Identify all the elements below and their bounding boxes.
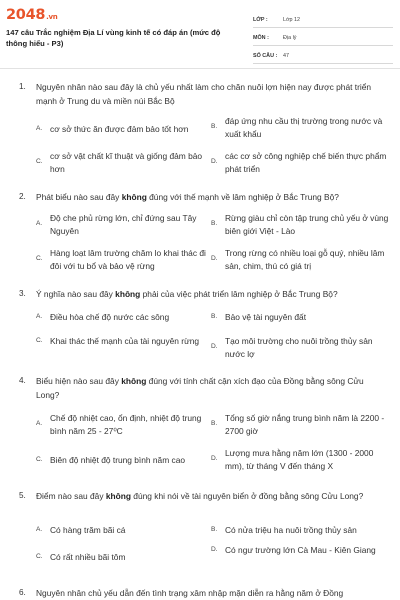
meta-subject-row [253,31,393,46]
question-text: Phát biểu nào sau đây không đúng với thế mạnh về lâm nghiệp ở Bắc Trung Bộ? [36,192,339,202]
option-letter: C. [36,158,43,166]
option-d[interactable] [211,544,393,557]
document-header [0,0,400,66]
option-text: Có rất nhiều bãi tôm [50,552,126,562]
question-number: 2. [19,192,26,201]
meta-label: SỐ CÂU : [253,53,278,59]
question-text: Nguyên nhân chủ yếu dẫn đến tình trạng xâm nhập mặn diễn ra hằng năm ở Đồng [36,588,344,598]
option-letter: D. [211,546,218,553]
option-letter: C. [36,456,43,463]
option-letter: A. [36,220,43,228]
option-letter: C. [36,337,43,344]
option-d[interactable] [211,447,393,472]
question-number: 5. [19,491,26,500]
option-c[interactable] [36,335,218,348]
option-letter: A. [36,526,43,533]
option-letter: C. [36,255,43,263]
question-text: Điểm nào sau đây không đúng khi nói về tài nguyên biển ở đồng bằng sông Cửu Long? [36,491,364,501]
site-logo[interactable] [6,7,57,23]
option-text: Có nửa triệu ha nuôi trồng thủy sản [225,525,357,535]
option-text: Trong rừng có nhiều loại gỗ quý, nhiều lâm sản, chim, thú có giá trị [225,248,385,271]
option-text: Tổng số giờ nắng trung bình năm là 2200 - 2700 giờ [225,413,385,436]
option-text: Khai thác thế mạnh của tài nguyên rừng [50,336,200,346]
logo-text: 2048 [6,7,46,23]
document-meta [253,13,393,67]
document-title: 147 câu Trắc nghiệm Địa Lí vùng kinh tế có đáp án (mức độ thông hiểu - P3) [6,28,221,48]
meta-label: LỚP : [253,17,268,23]
option-b[interactable] [211,212,393,237]
option-a[interactable] [36,412,218,437]
option-d[interactable] [211,247,393,272]
option-text: đáp ứng nhu cầu thị trường trong nước và xuất khẩu [225,116,383,139]
question-text: Biểu hiện nào sau đây không đúng với tính chất cận xích đạo của Đồng bằng sông Cửu Long? [36,376,364,400]
option-text: Biên độ nhiệt độ trung bình năm cao [50,455,186,465]
option-text: Tạo môi trường cho nuôi trồng thủy sản nước lợ [225,336,373,359]
option-text: Độ che phủ rừng lớn, chỉ đứng sau Tây Nguyên [50,213,197,236]
option-letter: B. [211,313,218,320]
meta-label: MÔN : [253,35,269,41]
option-a[interactable] [36,524,218,537]
meta-value: Lớp 12 [283,17,301,23]
option-letter: D. [211,158,218,166]
question-text: Ý nghĩa nào sau đây không phải của việc phát triển lâm nghiệp ở Bắc Trung Bộ? [36,289,338,299]
option-text: Bảo vệ tài nguyên đất [225,312,307,322]
option-text: Hàng loạt lâm trường chăm lo khai thác đi đôi với tu bổ và bảo vệ rừng [50,248,206,271]
option-a[interactable] [36,212,218,237]
option-text: Điều hòa chế độ nước các sông [50,312,170,322]
option-text: Có ngư trường lớn Cà Mau - Kiên Giang [225,545,376,555]
meta-value: 47 [283,53,289,59]
question-number: 1. [19,82,26,91]
option-letter: A. [36,125,43,132]
option-c[interactable] [36,454,218,467]
meta-count-row [253,49,393,64]
option-d[interactable] [211,335,393,360]
option-b[interactable] [211,311,393,324]
option-c[interactable] [36,150,218,175]
option-a[interactable] [36,311,218,324]
option-a[interactable] [36,123,218,136]
option-letter: C. [36,553,43,560]
option-letter: B. [211,526,218,533]
option-text: cơ sở vật chất kĩ thuật và giống đảm bảo hơn [50,151,203,174]
question-number: 4. [19,376,26,385]
option-c[interactable] [36,551,218,564]
option-text: cơ sở thức ăn được đảm bảo tốt hơn [50,124,189,134]
option-letter: A. [36,313,43,320]
option-letter: D. [211,455,218,463]
option-c[interactable] [36,247,218,272]
option-b[interactable] [211,115,393,140]
option-letter: B. [211,220,218,228]
option-letter: B. [211,123,218,131]
option-letter: D. [211,255,218,263]
option-d[interactable] [211,150,393,175]
option-text: các cơ sở công nghiệp chế biến thực phẩm phát triển [225,151,387,174]
meta-class-row [253,13,393,28]
option-text: Rừng giàu chỉ còn tập trung chủ yếu ở vùng biên giới Việt - Lào [225,213,389,236]
option-b[interactable] [211,412,393,437]
header-divider [0,68,400,69]
option-b[interactable] [211,524,393,537]
meta-value: Địa lý [283,35,297,41]
question-number: 3. [19,289,26,298]
option-letter: B. [211,420,218,428]
option-text: Lượng mưa hằng năm lớn (1300 - 2000 mm), từ tháng V đến tháng X [225,448,374,471]
option-letter: A. [36,420,43,428]
logo-suffix: .vn [46,13,58,21]
option-letter: D. [211,343,218,351]
option-text: Chế độ nhiệt cao, ổn định, nhiệt độ trung bình năm 25 - 27⁰C [50,413,202,436]
option-text: Có hàng trăm bãi cá [50,525,126,535]
question-text: Nguyên nhân nào sau đây là chủ yếu nhất làm cho chăn nuôi lợn hiện nay được phát triển mạnh ở Trung du và miền núi Bắc Bộ [36,82,372,106]
question-number: 6. [19,588,26,597]
